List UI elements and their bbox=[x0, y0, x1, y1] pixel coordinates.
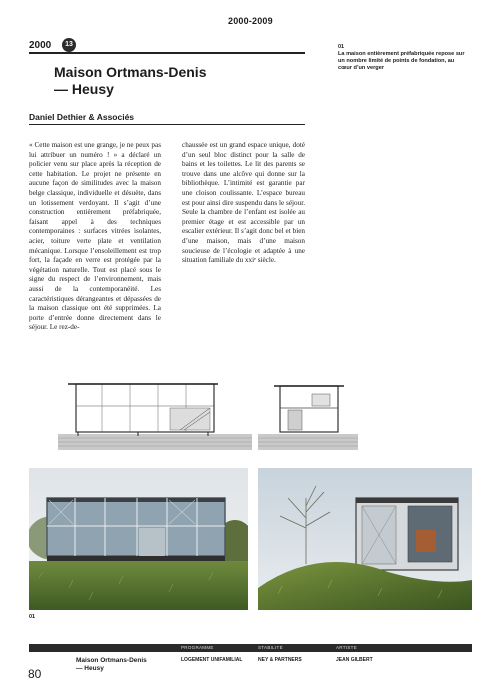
footer-value-artiste: JEAN GILBERT bbox=[336, 657, 373, 663]
footer-label-stabilite: STABILITÉ bbox=[258, 645, 283, 650]
house-photo-side bbox=[258, 468, 472, 610]
footer-label-artiste: ARTISTE bbox=[336, 645, 358, 650]
architect-rule bbox=[29, 124, 305, 125]
elevation-drawing bbox=[58, 380, 252, 452]
entry-title bbox=[54, 64, 304, 98]
footer-title-line-1: Maison Ortmans-Denis bbox=[76, 657, 147, 664]
footer-bar bbox=[29, 644, 472, 652]
lawn bbox=[29, 561, 248, 610]
footer-value-programme: LOGEMENT UNIFAMILIAL bbox=[181, 657, 243, 663]
title-line-1: Maison Ortmans-Denis bbox=[54, 64, 207, 80]
footer-project-title bbox=[76, 657, 147, 673]
caption-text: La maison entièrement préfabriquée repose sur un nombre limité de points de fondation, au cœur d’un verger bbox=[338, 51, 465, 71]
footer-label-programme: PROGRAMME bbox=[181, 645, 214, 650]
glass-facade bbox=[47, 498, 225, 556]
caption-number: 01 bbox=[338, 44, 345, 50]
house-photo-front bbox=[29, 468, 248, 610]
title-line-2: — Heusy bbox=[54, 81, 114, 97]
body-column-2: chaussée est un grand espace unique, doté d’un seul bloc distinct pour la salle de bains et les toilettes. Le lit des parents se trouve dans une alcôve qui donne sur la bibliothèque. L’intimité est garantie par une cloison coulissante. L’espace bureau est pour ainsi dire suspendu dans le séjour. Seule la chambre de l’enfant est isolée au premier étage et est accessible par un escalier extérieur. Il s’agit donc bel et bien d’une maison, mais d’une maison soucieuse de l’écologie et adaptée à une situation familiale du xxiᵉ siècle. bbox=[182, 141, 305, 265]
section-drawing bbox=[258, 380, 358, 452]
photo-caption-number: 01 bbox=[29, 614, 36, 620]
body-column-1: « Cette maison est une grange, je ne peux pas lui attribuer un numéro ! » a déclaré un policier venu sur place après la réception de cette habitation. Le projet ne présente en aucune façon de similitudes avec la maison belge classique, individuelle et désuète, dans un lotissement verdoyant. Il s’agit d’une construction entièrement préfabriquée, faisant appel à des techniques contemporaines : surfaces vitrées isolantes, acier, toiture verte plate et ventilation mécanique. Lorsque l’ensoleillement est trop fort, la façade en verre est protégée par la végétation naturelle. Tout est placé sous le signe du respect de l’environnement, mais aussi de la contemporanéité. Les caractéristiques dérangeantes et dépassées de la maison classique ont été supprimées. La porte d’entrée donne directement dans le séjour. Le rez-de- bbox=[29, 141, 161, 332]
page-number: 80 bbox=[28, 667, 42, 681]
section-period: 2000-2009 bbox=[228, 16, 273, 26]
footer-title-line-2: — Heusy bbox=[76, 665, 104, 672]
entry-year: 2000 bbox=[29, 40, 52, 51]
architect-name: Daniel Dethier & Associés bbox=[29, 112, 135, 122]
footer-value-stabilite: NEY & PARTNERS bbox=[258, 657, 302, 663]
entry-number-badge: 13 bbox=[62, 38, 76, 52]
